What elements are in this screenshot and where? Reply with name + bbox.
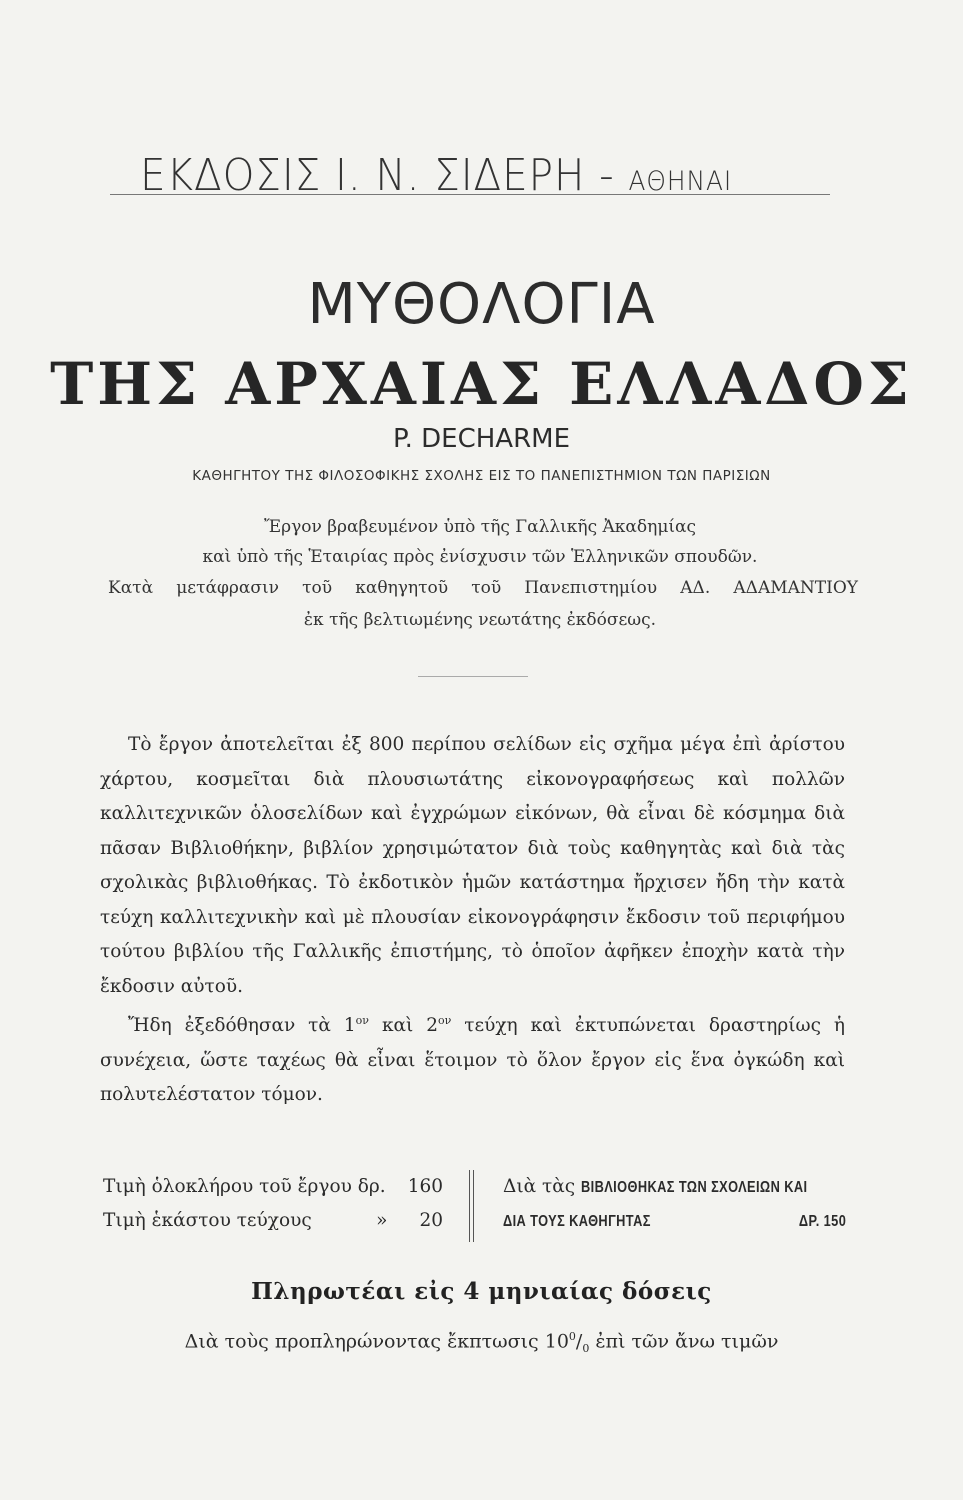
price-separator xyxy=(469,1170,474,1242)
price-list xyxy=(103,1170,443,1238)
title-line-2: ΤΗΣ ΑΡΧΑΙΑΣ ΕΛΛΑΔΟΣ xyxy=(50,350,913,418)
price-row-whole xyxy=(103,1170,443,1204)
schools-text: ΒΙΒΛΙΟΘΗΚΑΣ ΤΩΝ ΣΧΟΛΕΙΩΝ ΚΑΙ xyxy=(580,1179,808,1196)
author-name: P. DECHARME xyxy=(392,424,571,454)
author-affiliation: ΚΑΘΗΓΗΤΟΥ ΤΗΣ ΦΙΛΟΣΟΦΙΚΗΣ ΣΧΟΛΗΣ ΕΙΣ ΤΟ ΠΑΝΕΠΙΣΤΗΜΙΟΝ ΤΩΝ ΠΑΡΙΣΙΩΝ xyxy=(192,468,771,484)
installments-notice: Πληρωτέαι εἰς 4 μηνιαίας δόσεις xyxy=(251,1278,712,1305)
price-whole-value: 160 xyxy=(407,1176,443,1197)
award-line-2: καὶ ὑπὸ τῆς Ἑταιρίας πρὸς ἐνίσχυσιν τῶν Ἑλληνικῶν σπουδῶν. xyxy=(202,547,758,567)
price-issue-ditto: » xyxy=(376,1210,388,1231)
translator-line: Κατὰ μετάφρασιν τοῦ καθηγητοῦ τοῦ Πανεπιστημίου ΑΔ. ΑΔΑΜΑΝΤΙΟΥ xyxy=(108,578,858,598)
percent-sub: 0 xyxy=(582,1342,590,1356)
discount-part-a: Διὰ τοὺς προπληρώνοντας ἔκπτωσις 10 xyxy=(184,1330,569,1353)
para2-part-b: καὶ 2 xyxy=(368,1015,438,1037)
description-paragraph-1: Τὸ ἔργον ἀποτελεῖται ἐξ 800 περίπου σελίδων εἰς σχῆμα μέγα ἐπὶ ἀρίστου χάρτου, κοσμεῖται διὰ πλουσιωτάτης εἰκονογραφήσεως καὶ πολλῶν καλλιτεχνικῶν ὁλοσελίδων καὶ ἐγχρώμων εἰκόνων, θὰ εἶναι δὲ κόσμημα διὰ πᾶσαν Βιβλιοθήκην, βιβλίον χρησιμώτατον διὰ τοὺς καθηγητὰς καὶ διὰ τὰς σχολικὰς βιβλιοθήκας. Τὸ ἐκδοτικὸν ἡμῶν κατάστημα ἤρχισεν ἤδη τὴν κατὰ τεύχη καλλιτεχνικὴν καὶ μὲ πλουσίαν εἰκονογράφησιν ἔκδοσιν τοῦ περιφήμου τούτου βιβλίου τῆς Γαλλικῆς ἐπιστήμης, τὸ ὁποῖον ἀφῆκεν ἐποχὴν κατὰ τὴν ἔκδοσιν αὐτοῦ. xyxy=(100,734,845,997)
publisher-name: ΕΚΔΟΣΙΣ Ι. Ν. ΣΙΔΕΡΗ - xyxy=(140,150,615,201)
discount-notice: Διὰ τοὺς προπληρώνοντας ἔκπτωσις $10^0/_0$ ἐπὶ τῶν ἄνω τιμῶν xyxy=(184,1330,779,1356)
para2-part-a: Ἤδη ἐξεδόθησαν τὰ 1 xyxy=(128,1015,356,1037)
percent-sup: 0 xyxy=(568,1330,576,1343)
price-row-issue xyxy=(103,1204,443,1238)
teachers-text: ΔΙΑ ΤΟΥΣ ΚΑΘΗΓΗΤΑΣ xyxy=(503,1213,651,1230)
special-price-row-2 xyxy=(503,1205,846,1239)
para2-ordinal-1: ον xyxy=(355,1014,369,1027)
price-issue-label: Τιμὴ ἑκάστου τεύχους xyxy=(103,1210,312,1231)
award-line-1: Ἔργον βραβευμένον ὑπὸ τῆς Γαλλικῆς Ἀκαδημίας xyxy=(263,517,697,537)
price-whole-label: Τιμὴ ὁλοκλήρου τοῦ ἔργου δρ. xyxy=(103,1176,386,1197)
publisher-city: ΑΘΗΝΑΙ xyxy=(628,166,733,197)
para2-ordinal-2: ον xyxy=(438,1014,452,1027)
title-line-1: ΜΥΘΟΛΟΓΙΑ xyxy=(307,272,656,337)
special-price-row-1 xyxy=(503,1170,846,1205)
description-paragraph-2 xyxy=(100,1004,845,1113)
discount-part-b: ἐπὶ τῶν ἄνω τιμῶν xyxy=(589,1330,779,1353)
teachers-price: ΔΡ. 150 xyxy=(798,1213,846,1230)
edition-line: ἐκ τῆς βελτιωμένης νεωτάτης ἐκδόσεως. xyxy=(303,610,657,630)
price-issue-value: 20 xyxy=(419,1210,443,1231)
para2-part-c: τεύχη καὶ ἐκτυπώνεται δραστηρίως ἡ συνέχεια, ὥστε ταχέως θὰ εἶναι ἕτοιμον τὸ ὅλον ἔργον εἰς ἕνα ὀγκώδη καὶ πολυτελέστατον τόμον. xyxy=(100,1015,845,1106)
description xyxy=(100,728,845,1113)
header-rule xyxy=(110,194,830,195)
schools-prefix: Διὰ τὰς xyxy=(503,1176,576,1197)
special-price xyxy=(503,1170,846,1239)
section-divider xyxy=(418,676,528,677)
